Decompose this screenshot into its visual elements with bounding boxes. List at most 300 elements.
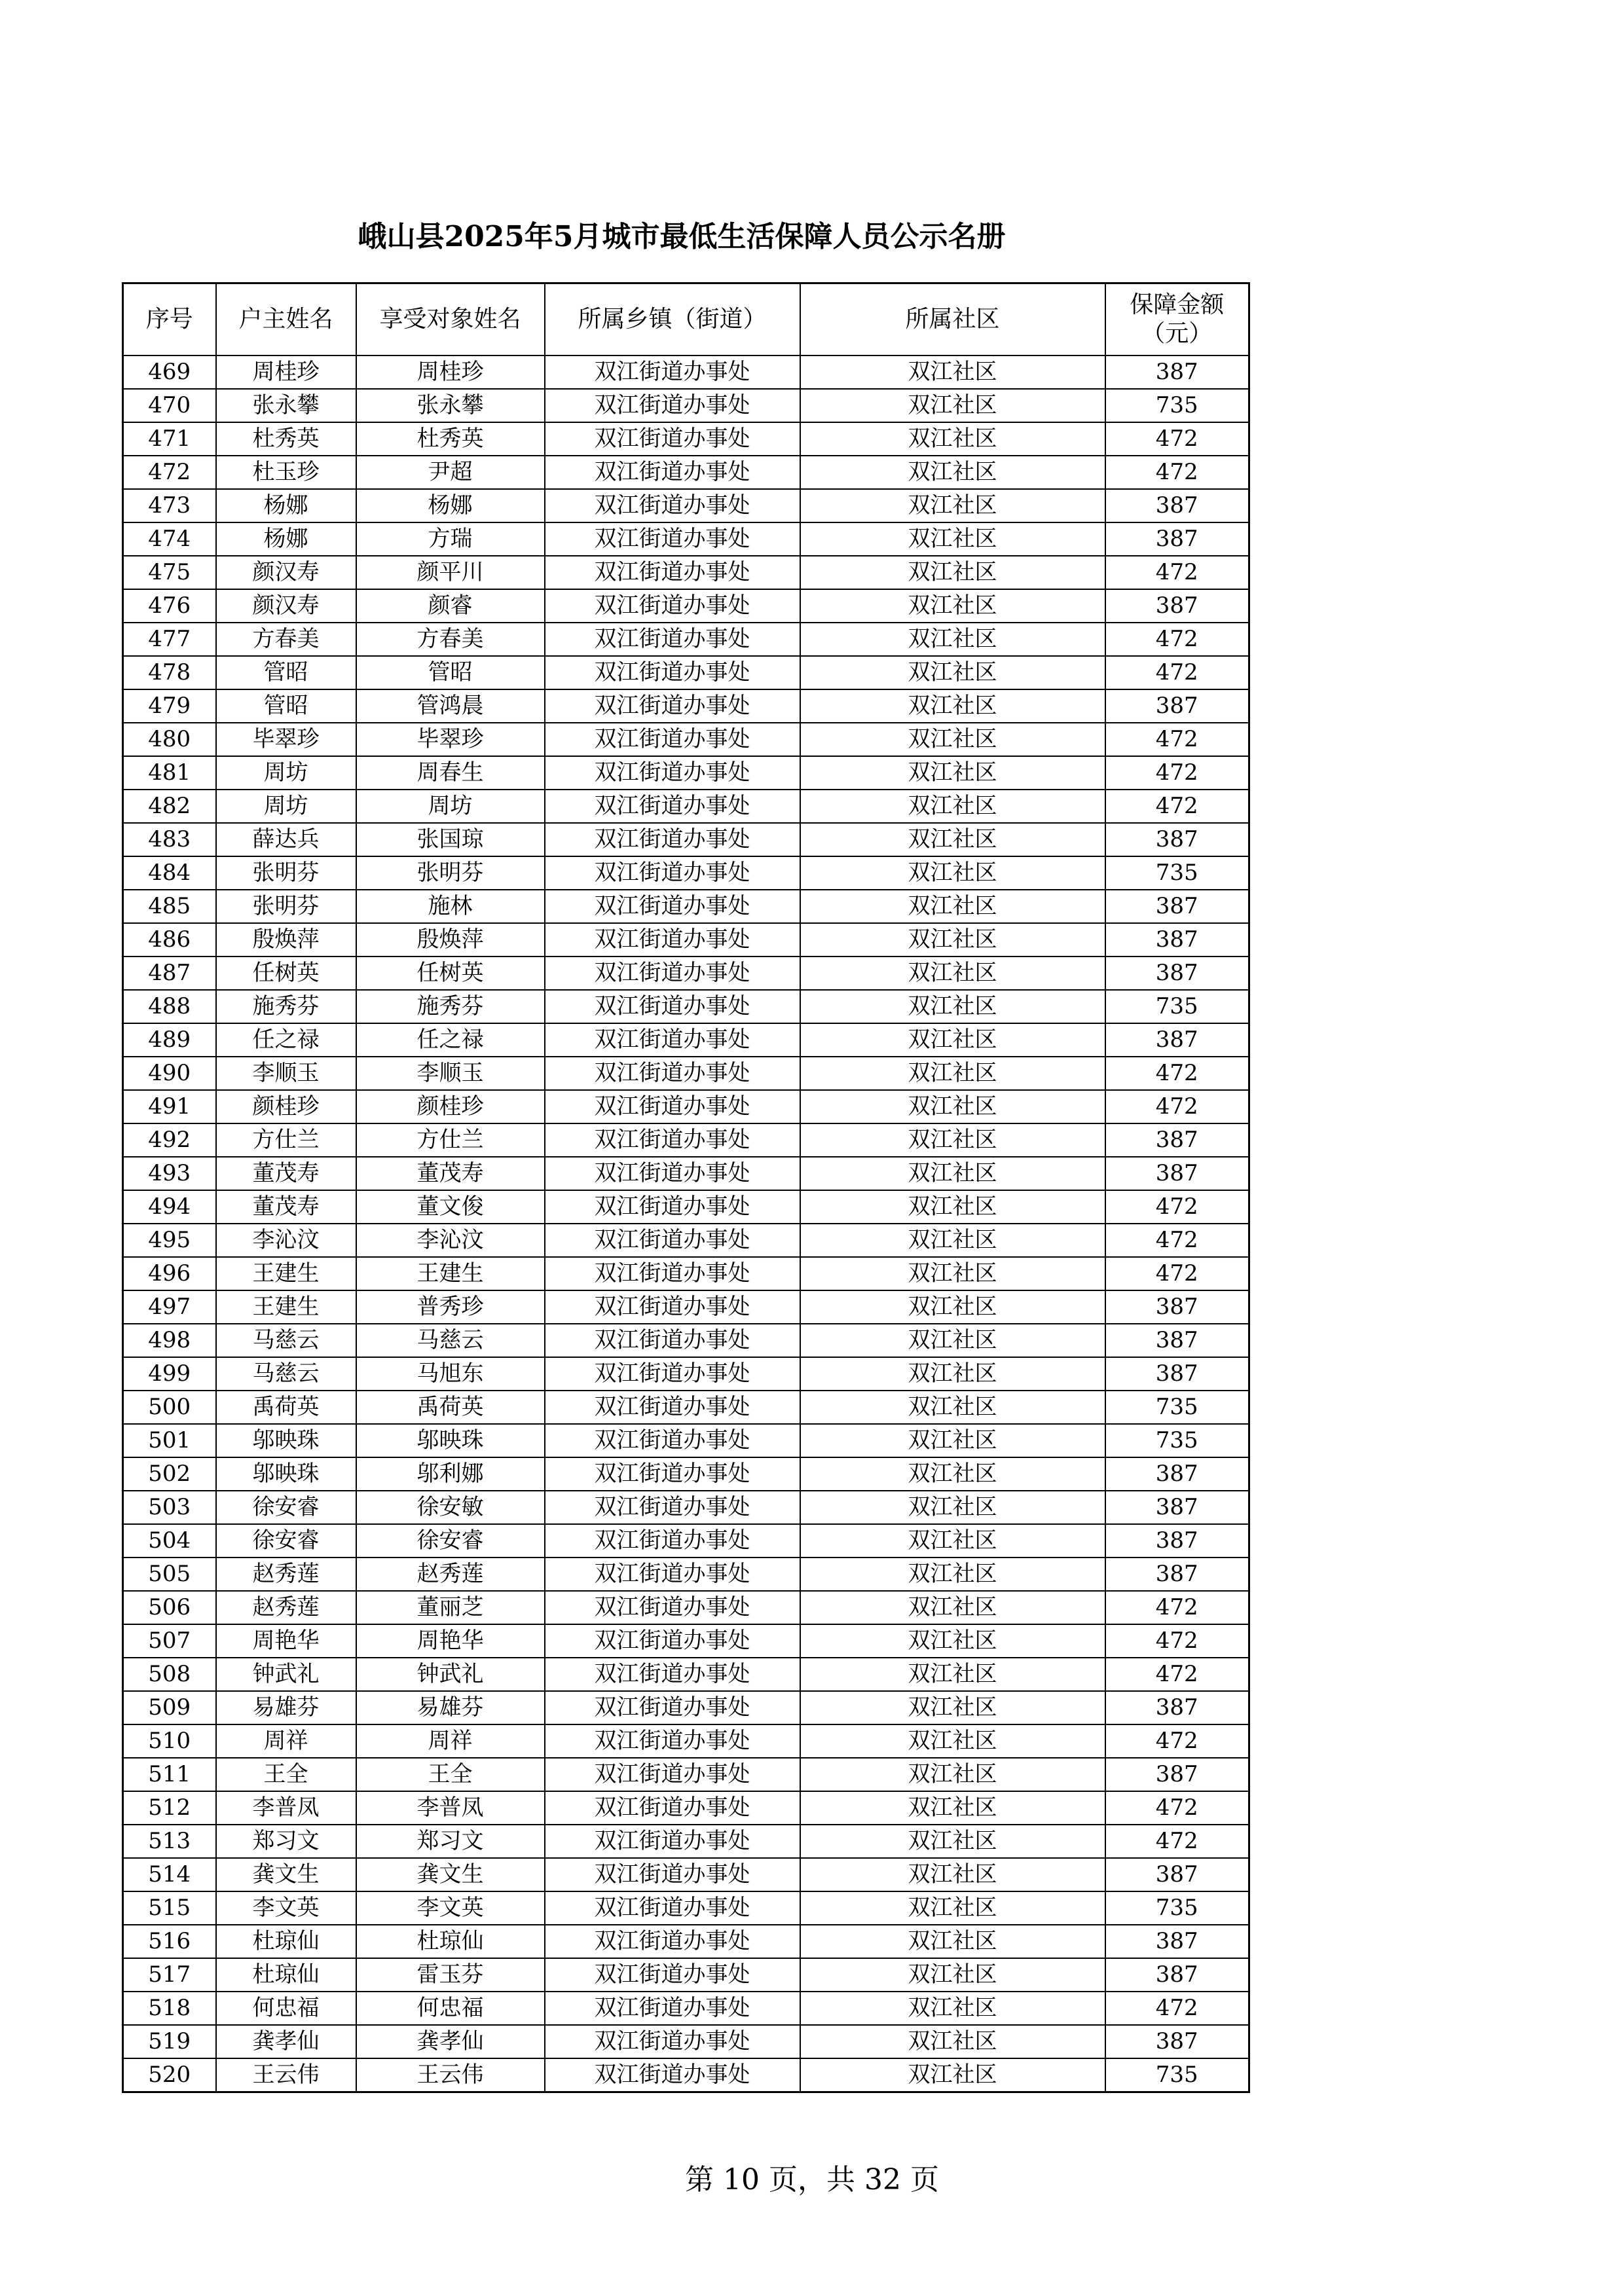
table-row	[123, 756, 1249, 790]
table-row	[123, 923, 1249, 957]
cell-beneficiary: 周祥	[356, 1724, 545, 1758]
cell-householder: 颜汉寿	[216, 589, 356, 623]
table-row	[123, 1157, 1249, 1190]
cell-community: 双江社区	[800, 2025, 1105, 2058]
cell-community: 双江社区	[800, 355, 1105, 389]
cell-seq: 512	[123, 1791, 216, 1825]
table-row	[123, 1491, 1249, 1524]
cell-beneficiary: 尹超	[356, 456, 545, 489]
cell-township: 双江街道办事处	[545, 623, 800, 656]
cell-seq: 472	[123, 456, 216, 489]
cell-amount: 387	[1105, 1023, 1249, 1057]
cell-seq: 490	[123, 1057, 216, 1090]
table-row	[123, 1290, 1249, 1324]
cell-community: 双江社区	[800, 1123, 1105, 1157]
cell-seq: 518	[123, 1992, 216, 2025]
cell-householder: 郑习文	[216, 1825, 356, 1858]
cell-amount: 387	[1105, 355, 1249, 389]
cell-seq: 483	[123, 823, 216, 856]
cell-householder: 董茂寿	[216, 1157, 356, 1190]
cell-beneficiary: 周春生	[356, 756, 545, 790]
cell-community: 双江社区	[800, 1391, 1105, 1424]
table-row	[123, 1591, 1249, 1624]
cell-township: 双江街道办事处	[545, 1591, 800, 1624]
table-row	[123, 489, 1249, 522]
cell-community: 双江社区	[800, 1290, 1105, 1324]
cell-seq: 474	[123, 522, 216, 556]
header-township: 所属乡镇（街道）	[545, 283, 800, 356]
cell-township: 双江街道办事处	[545, 1558, 800, 1591]
cell-beneficiary: 王全	[356, 1758, 545, 1791]
table-row	[123, 957, 1249, 990]
table-row	[123, 1023, 1249, 1057]
cell-amount: 387	[1105, 1357, 1249, 1391]
cell-seq: 509	[123, 1691, 216, 1724]
cell-township: 双江街道办事处	[545, 856, 800, 890]
cell-community: 双江社区	[800, 689, 1105, 723]
cell-amount: 472	[1105, 1190, 1249, 1224]
cell-seq: 501	[123, 1424, 216, 1457]
cell-seq: 514	[123, 1858, 216, 1891]
cell-beneficiary: 施秀芬	[356, 990, 545, 1023]
cell-township: 双江街道办事处	[545, 2025, 800, 2058]
cell-householder: 杜琼仙	[216, 1958, 356, 1992]
table-row	[123, 456, 1249, 489]
cell-amount: 387	[1105, 1691, 1249, 1724]
cell-township: 双江街道办事处	[545, 1391, 800, 1424]
cell-beneficiary: 殷焕萍	[356, 923, 545, 957]
cell-seq: 495	[123, 1224, 216, 1257]
cell-beneficiary: 赵秀莲	[356, 1558, 545, 1591]
cell-township: 双江街道办事处	[545, 1524, 800, 1558]
cell-township: 双江街道办事处	[545, 1758, 800, 1791]
cell-amount: 735	[1105, 856, 1249, 890]
header-amount-line1: 保障金额	[1130, 291, 1225, 318]
cell-householder: 颜汉寿	[216, 556, 356, 589]
cell-township: 双江街道办事处	[545, 1324, 800, 1357]
cell-township: 双江街道办事处	[545, 756, 800, 790]
cell-community: 双江社区	[800, 1591, 1105, 1624]
table-row	[123, 790, 1249, 823]
cell-township: 双江街道办事处	[545, 1190, 800, 1224]
cell-amount: 387	[1105, 1457, 1249, 1491]
cell-community: 双江社区	[800, 790, 1105, 823]
table-row	[123, 1224, 1249, 1257]
table-row	[123, 1624, 1249, 1658]
cell-amount: 387	[1105, 1558, 1249, 1591]
cell-beneficiary: 何忠福	[356, 1992, 545, 2025]
cell-amount: 387	[1105, 957, 1249, 990]
table-row	[123, 1057, 1249, 1090]
cell-township: 双江街道办事处	[545, 456, 800, 489]
cell-seq: 517	[123, 1958, 216, 1992]
cell-township: 双江街道办事处	[545, 1825, 800, 1858]
cell-householder: 管昭	[216, 689, 356, 723]
cell-community: 双江社区	[800, 1858, 1105, 1891]
cell-householder: 王建生	[216, 1257, 356, 1290]
cell-seq: 488	[123, 990, 216, 1023]
cell-householder: 赵秀莲	[216, 1591, 356, 1624]
cell-householder: 殷焕萍	[216, 923, 356, 957]
cell-amount: 472	[1105, 456, 1249, 489]
table-row	[123, 1925, 1249, 1958]
cell-township: 双江街道办事处	[545, 556, 800, 589]
cell-beneficiary: 方春美	[356, 623, 545, 656]
cell-householder: 李沁汶	[216, 1224, 356, 1257]
cell-householder: 杨娜	[216, 522, 356, 556]
cell-seq: 493	[123, 1157, 216, 1190]
cell-beneficiary: 李文英	[356, 1891, 545, 1925]
cell-amount: 472	[1105, 1591, 1249, 1624]
cell-householder: 施秀芬	[216, 990, 356, 1023]
cell-community: 双江社区	[800, 1324, 1105, 1357]
cell-seq: 479	[123, 689, 216, 723]
cell-householder: 薛达兵	[216, 823, 356, 856]
cell-beneficiary: 董茂寿	[356, 1157, 545, 1190]
cell-seq: 492	[123, 1123, 216, 1157]
cell-township: 双江街道办事处	[545, 990, 800, 1023]
cell-community: 双江社区	[800, 1758, 1105, 1791]
cell-householder: 任树英	[216, 957, 356, 990]
cell-township: 双江街道办事处	[545, 656, 800, 689]
cell-community: 双江社区	[800, 1958, 1105, 1992]
page-title: 峨山县2025年5月城市最低生活保障人员公示名册	[358, 220, 1006, 253]
cell-seq: 503	[123, 1491, 216, 1524]
cell-beneficiary: 杨娜	[356, 489, 545, 522]
cell-seq: 516	[123, 1925, 216, 1958]
cell-amount: 472	[1105, 723, 1249, 756]
cell-community: 双江社区	[800, 422, 1105, 456]
cell-beneficiary: 钟武礼	[356, 1658, 545, 1691]
table-row	[123, 856, 1249, 890]
cell-amount: 472	[1105, 1992, 1249, 2025]
cell-beneficiary: 邬映珠	[356, 1424, 545, 1457]
cell-seq: 497	[123, 1290, 216, 1324]
cell-householder: 赵秀莲	[216, 1558, 356, 1591]
cell-amount: 387	[1105, 589, 1249, 623]
cell-community: 双江社区	[800, 623, 1105, 656]
cell-community: 双江社区	[800, 489, 1105, 522]
table-row	[123, 556, 1249, 589]
cell-amount: 472	[1105, 1624, 1249, 1658]
cell-amount: 735	[1105, 990, 1249, 1023]
cell-householder: 杨娜	[216, 489, 356, 522]
header-seq: 序号	[123, 283, 216, 356]
cell-householder: 马慈云	[216, 1324, 356, 1357]
cell-seq: 485	[123, 890, 216, 923]
cell-township: 双江街道办事处	[545, 957, 800, 990]
table-row	[123, 1357, 1249, 1391]
cell-township: 双江街道办事处	[545, 1457, 800, 1491]
cell-township: 双江街道办事处	[545, 1257, 800, 1290]
cell-beneficiary: 龚孝仙	[356, 2025, 545, 2058]
cell-amount: 387	[1105, 1290, 1249, 1324]
cell-township: 双江街道办事处	[545, 489, 800, 522]
cell-beneficiary: 郑习文	[356, 1825, 545, 1858]
cell-amount: 472	[1105, 1791, 1249, 1825]
cell-householder: 周坊	[216, 756, 356, 790]
cell-beneficiary: 李沁汶	[356, 1224, 545, 1257]
cell-beneficiary: 董文俊	[356, 1190, 545, 1224]
cell-householder: 邬映珠	[216, 1457, 356, 1491]
cell-householder: 何忠福	[216, 1992, 356, 2025]
cell-amount: 472	[1105, 623, 1249, 656]
table-row	[123, 656, 1249, 689]
cell-householder: 杜玉珍	[216, 456, 356, 489]
cell-amount: 472	[1105, 1090, 1249, 1123]
cell-seq: 484	[123, 856, 216, 890]
table-row	[123, 589, 1249, 623]
cell-community: 双江社区	[800, 1791, 1105, 1825]
cell-amount: 735	[1105, 1891, 1249, 1925]
cell-householder: 李普凤	[216, 1791, 356, 1825]
cell-seq: 506	[123, 1591, 216, 1624]
table-row	[123, 1758, 1249, 1791]
cell-community: 双江社区	[800, 1891, 1105, 1925]
cell-community: 双江社区	[800, 890, 1105, 923]
cell-township: 双江街道办事处	[545, 1958, 800, 1992]
cell-amount: 387	[1105, 1524, 1249, 1558]
cell-township: 双江街道办事处	[545, 1624, 800, 1658]
cell-amount: 387	[1105, 689, 1249, 723]
cell-seq: 487	[123, 957, 216, 990]
cell-seq: 508	[123, 1658, 216, 1691]
table-row	[123, 1457, 1249, 1491]
cell-amount: 472	[1105, 790, 1249, 823]
cell-beneficiary: 李普凤	[356, 1791, 545, 1825]
cell-township: 双江街道办事处	[545, 389, 800, 422]
cell-amount: 472	[1105, 756, 1249, 790]
cell-beneficiary: 颜平川	[356, 556, 545, 589]
table-body	[123, 355, 1249, 2092]
cell-seq: 469	[123, 355, 216, 389]
cell-householder: 李顺玉	[216, 1057, 356, 1090]
table-row	[123, 1858, 1249, 1891]
cell-householder: 徐安睿	[216, 1491, 356, 1524]
cell-householder: 杜琼仙	[216, 1925, 356, 1958]
cell-amount: 472	[1105, 656, 1249, 689]
cell-householder: 方春美	[216, 623, 356, 656]
cell-householder: 毕翠珍	[216, 723, 356, 756]
cell-householder: 任之禄	[216, 1023, 356, 1057]
table-row	[123, 890, 1249, 923]
cell-community: 双江社区	[800, 656, 1105, 689]
cell-seq: 502	[123, 1457, 216, 1491]
table-row	[123, 1090, 1249, 1123]
cell-beneficiary: 周坊	[356, 790, 545, 823]
cell-township: 双江街道办事处	[545, 589, 800, 623]
table-row	[123, 1658, 1249, 1691]
cell-township: 双江街道办事处	[545, 1791, 800, 1825]
cell-township: 双江街道办事处	[545, 923, 800, 957]
cell-beneficiary: 易雄芬	[356, 1691, 545, 1724]
cell-amount: 472	[1105, 1057, 1249, 1090]
cell-community: 双江社区	[800, 589, 1105, 623]
cell-amount: 387	[1105, 823, 1249, 856]
cell-township: 双江街道办事处	[545, 1891, 800, 1925]
cell-householder: 张永攀	[216, 389, 356, 422]
cell-householder: 颜桂珍	[216, 1090, 356, 1123]
header-beneficiary: 享受对象姓名	[356, 283, 545, 356]
cell-township: 双江街道办事处	[545, 1925, 800, 1958]
cell-amount: 387	[1105, 1324, 1249, 1357]
table-row	[123, 1558, 1249, 1591]
cell-beneficiary: 徐安敏	[356, 1491, 545, 1524]
cell-householder: 董茂寿	[216, 1190, 356, 1224]
cell-community: 双江社区	[800, 456, 1105, 489]
cell-householder: 杜秀英	[216, 422, 356, 456]
cell-amount: 472	[1105, 1724, 1249, 1758]
cell-township: 双江街道办事处	[545, 2058, 800, 2092]
table-row	[123, 389, 1249, 422]
cell-beneficiary: 杜秀英	[356, 422, 545, 456]
cell-community: 双江社区	[800, 856, 1105, 890]
cell-beneficiary: 方仕兰	[356, 1123, 545, 1157]
header-amount-line2: （元）	[1141, 320, 1213, 347]
cell-community: 双江社区	[800, 1524, 1105, 1558]
cell-township: 双江街道办事处	[545, 1658, 800, 1691]
cell-township: 双江街道办事处	[545, 1858, 800, 1891]
cell-householder: 易雄芬	[216, 1691, 356, 1724]
cell-township: 双江街道办事处	[545, 1023, 800, 1057]
table-row	[123, 1123, 1249, 1157]
cell-township: 双江街道办事处	[545, 422, 800, 456]
cell-community: 双江社区	[800, 389, 1105, 422]
cell-township: 双江街道办事处	[545, 1224, 800, 1257]
cell-township: 双江街道办事处	[545, 1691, 800, 1724]
cell-seq: 477	[123, 623, 216, 656]
cell-householder: 钟武礼	[216, 1658, 356, 1691]
cell-householder: 周艳华	[216, 1624, 356, 1658]
header-community: 所属社区	[800, 283, 1105, 356]
table-row	[123, 1958, 1249, 1992]
cell-community: 双江社区	[800, 522, 1105, 556]
cell-amount: 735	[1105, 1424, 1249, 1457]
cell-beneficiary: 毕翠珍	[356, 723, 545, 756]
cell-seq: 482	[123, 790, 216, 823]
cell-householder: 周坊	[216, 790, 356, 823]
cell-beneficiary: 杜琼仙	[356, 1925, 545, 1958]
cell-beneficiary: 雷玉芬	[356, 1958, 545, 1992]
cell-beneficiary: 邬利娜	[356, 1457, 545, 1491]
cell-seq: 480	[123, 723, 216, 756]
cell-community: 双江社区	[800, 1558, 1105, 1591]
cell-seq: 510	[123, 1724, 216, 1758]
cell-beneficiary: 任树英	[356, 957, 545, 990]
cell-householder: 龚文生	[216, 1858, 356, 1891]
cell-seq: 475	[123, 556, 216, 589]
table-row	[123, 2025, 1249, 2058]
cell-seq: 513	[123, 1825, 216, 1858]
cell-seq: 496	[123, 1257, 216, 1290]
cell-community: 双江社区	[800, 2058, 1105, 2092]
cell-township: 双江街道办事处	[545, 1157, 800, 1190]
cell-householder: 禹荷英	[216, 1391, 356, 1424]
cell-beneficiary: 马慈云	[356, 1324, 545, 1357]
cell-beneficiary: 李顺玉	[356, 1057, 545, 1090]
cell-seq: 494	[123, 1190, 216, 1224]
cell-community: 双江社区	[800, 1624, 1105, 1658]
cell-seq: 511	[123, 1758, 216, 1791]
cell-householder: 王云伟	[216, 2058, 356, 2092]
cell-township: 双江街道办事处	[545, 1491, 800, 1524]
cell-community: 双江社区	[800, 1090, 1105, 1123]
cell-householder: 周桂珍	[216, 355, 356, 389]
cell-beneficiary: 周桂珍	[356, 355, 545, 389]
cell-township: 双江街道办事处	[545, 355, 800, 389]
cell-beneficiary: 施林	[356, 890, 545, 923]
cell-community: 双江社区	[800, 1424, 1105, 1457]
cell-seq: 486	[123, 923, 216, 957]
roster-table	[122, 282, 1250, 2093]
cell-beneficiary: 张国琼	[356, 823, 545, 856]
cell-township: 双江街道办事处	[545, 1290, 800, 1324]
table-row	[123, 355, 1249, 389]
cell-amount: 472	[1105, 422, 1249, 456]
cell-seq: 498	[123, 1324, 216, 1357]
cell-beneficiary: 周艳华	[356, 1624, 545, 1658]
cell-community: 双江社区	[800, 923, 1105, 957]
cell-community: 双江社区	[800, 1023, 1105, 1057]
cell-community: 双江社区	[800, 1357, 1105, 1391]
cell-community: 双江社区	[800, 1724, 1105, 1758]
cell-amount: 735	[1105, 2058, 1249, 2092]
cell-beneficiary: 王云伟	[356, 2058, 545, 2092]
cell-beneficiary: 颜桂珍	[356, 1090, 545, 1123]
cell-seq: 507	[123, 1624, 216, 1658]
table-row	[123, 422, 1249, 456]
cell-seq: 504	[123, 1524, 216, 1558]
cell-householder: 管昭	[216, 656, 356, 689]
cell-householder: 龚孝仙	[216, 2025, 356, 2058]
cell-community: 双江社区	[800, 823, 1105, 856]
cell-township: 双江街道办事处	[545, 1357, 800, 1391]
cell-householder: 周祥	[216, 1724, 356, 1758]
cell-amount: 387	[1105, 1157, 1249, 1190]
cell-amount: 387	[1105, 1758, 1249, 1791]
table-row	[123, 1691, 1249, 1724]
cell-beneficiary: 方瑞	[356, 522, 545, 556]
cell-amount: 387	[1105, 522, 1249, 556]
cell-beneficiary: 董丽芝	[356, 1591, 545, 1624]
table-row	[123, 1424, 1249, 1457]
cell-community: 双江社区	[800, 1992, 1105, 2025]
table-header-row	[123, 283, 1249, 356]
cell-amount: 472	[1105, 1224, 1249, 1257]
cell-amount: 387	[1105, 923, 1249, 957]
table-row	[123, 522, 1249, 556]
cell-householder: 邬映珠	[216, 1424, 356, 1457]
table-row	[123, 2058, 1249, 2092]
cell-beneficiary: 龚文生	[356, 1858, 545, 1891]
table-row	[123, 1324, 1249, 1357]
cell-township: 双江街道办事处	[545, 1057, 800, 1090]
cell-township: 双江街道办事处	[545, 522, 800, 556]
cell-community: 双江社区	[800, 990, 1105, 1023]
cell-beneficiary: 马旭东	[356, 1357, 545, 1391]
cell-householder: 张明芬	[216, 856, 356, 890]
cell-seq: 471	[123, 422, 216, 456]
cell-seq: 500	[123, 1391, 216, 1424]
cell-amount: 387	[1105, 890, 1249, 923]
table-row	[123, 1391, 1249, 1424]
cell-seq: 470	[123, 389, 216, 422]
table-row	[123, 1825, 1249, 1858]
table-row	[123, 1791, 1249, 1825]
cell-township: 双江街道办事处	[545, 790, 800, 823]
cell-township: 双江街道办事处	[545, 723, 800, 756]
cell-householder: 王全	[216, 1758, 356, 1791]
